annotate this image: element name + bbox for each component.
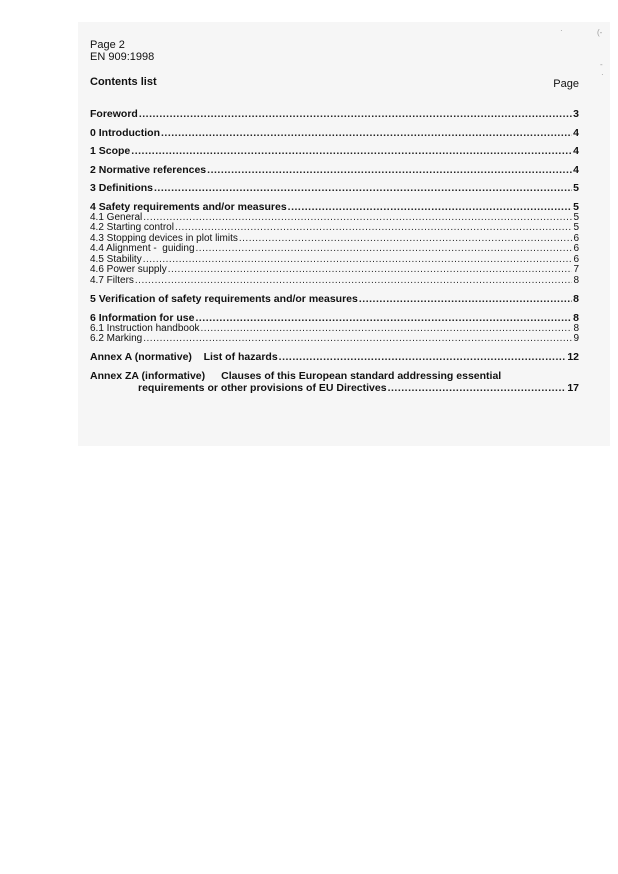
dot-leader [207,164,572,176]
dot-leader [154,182,572,194]
toc-page-number: 8 [573,293,579,306]
toc-entry-label: 4.4 Alignment - guiding [90,243,195,255]
contents-title: Contents list [90,76,157,88]
document-page [78,22,610,446]
toc-subentry [90,265,579,276]
scan-speck: (- [597,28,603,37]
toc-page-number: 12 [567,351,579,364]
toc-page-number: 8 [573,311,579,324]
toc-page-number: 8 [573,322,579,334]
toc-page-number: 7 [573,264,579,276]
standard-id-header: EN 909:1998 [90,51,155,63]
dot-leader [201,324,573,335]
toc-entry-label: 4.6 Power supply [90,264,167,276]
toc-entry-label: 6 Information for use [90,311,195,324]
toc-entry-label: 4.5 Stability [90,253,142,265]
scan-speck: · [560,26,563,35]
toc-page-number: 3 [573,108,579,120]
toc-subentry [90,244,579,255]
toc-entry-foreword [90,108,579,120]
dot-leader [168,265,573,276]
toc-entry-introduction [90,127,579,139]
dot-leader [196,244,573,255]
toc-entry-label: Foreword [90,108,138,120]
toc-page-number: 5 [573,222,579,234]
toc-entry-definitions [90,182,579,194]
toc-page-number: 5 [573,200,579,213]
toc-entry-annex-a [90,351,579,363]
dot-leader [143,334,572,345]
dot-leader [143,213,572,224]
annex-za-title-line1: Clauses of this European standard addressing essential [221,369,502,382]
toc-page-number: 4 [573,145,579,157]
dot-leader [135,276,573,287]
toc-page-number: 6 [573,232,579,244]
toc-entry-label: 5 Verification of safety requirements and/or measures [90,293,358,306]
toc-page-number: 4 [573,126,579,139]
dot-leader [388,382,567,394]
toc-entry-label: 3 Definitions [90,182,154,194]
toc-page-number: 6 [573,243,579,255]
toc-entry-verification [90,293,579,305]
toc-entry-label: Annex A (normative) List of hazards [90,351,278,364]
toc-entry-label: 6.2 Marking [90,333,143,345]
toc-entry-label: 6.1 Instruction handbook [90,322,200,334]
page-column-label: Page [553,78,579,90]
dot-leader [195,312,572,324]
toc-entry-label: 1 Scope [90,145,131,157]
toc-entry-label: 4.2 Starting control [90,222,174,234]
dot-leader [131,145,572,157]
toc-subentry [90,324,579,335]
dot-leader [239,234,573,245]
scan-speck: · [601,70,604,79]
toc-entry-annex-za [90,370,579,395]
dot-leader [359,293,572,305]
toc-entry-label: 0 Introduction [90,126,160,139]
dot-leader [139,108,572,120]
annex-za-prefix: Annex ZA (informative) [90,369,206,382]
dot-leader [279,351,567,363]
dot-leader [161,127,572,139]
toc-page-number: 17 [567,382,579,395]
toc-page-number: 8 [573,275,579,287]
toc-page-number: 5 [573,182,579,194]
toc-entry-information-for-use [90,312,579,324]
toc-page-number: 9 [573,333,579,345]
table-of-contents [90,108,579,394]
toc-entry-scope [90,145,579,157]
toc-page-number: 6 [573,253,579,265]
toc-subentry [90,334,579,345]
dot-leader [288,201,572,213]
toc-entry-label: 4.3 Stopping devices in plot limits [90,232,238,244]
toc-entry-safety-requirements [90,201,579,213]
toc-entry-label: 4 Safety requirements and/or measures [90,200,287,213]
toc-entry-label: 4.1 General [90,211,143,223]
toc-entry-label: 4.7 Filters [90,275,134,287]
annex-za-title-line2: requirements or other provisions of EU Directives [138,382,387,395]
toc-entry-normative-references [90,164,579,176]
toc-entry-label: 2 Normative references [90,163,207,176]
toc-page-number: 5 [573,211,579,223]
toc-subentry [90,276,579,287]
dot-leader [143,255,573,266]
scan-speck: - [600,60,603,69]
toc-page-number: 4 [573,163,579,176]
page-number-header: Page 2 [90,39,125,51]
